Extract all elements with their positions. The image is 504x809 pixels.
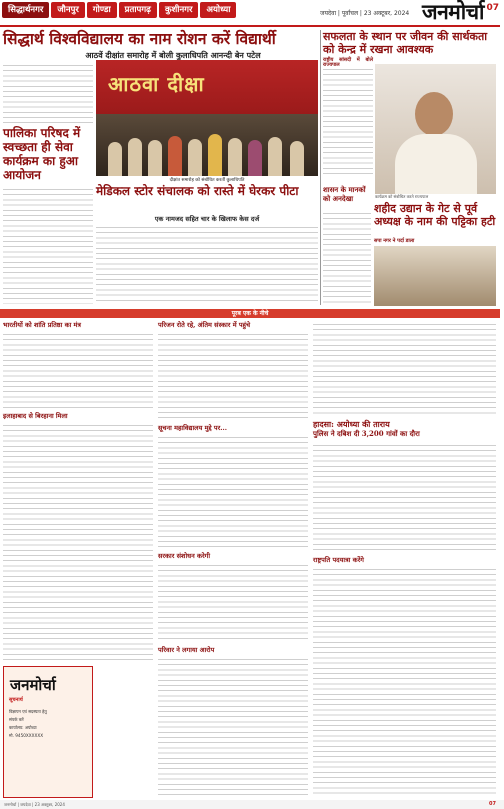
lower-body-5 [158, 562, 308, 642]
masthead-logo: जनमोर्चा [421, 0, 484, 24]
promo-subtitle: सूचनार्थ [9, 697, 23, 703]
right-second-photo [374, 246, 496, 306]
lower-headline-1: भारतीयों को शांति प्रतिष्ठा का मंत्र [3, 321, 81, 329]
story-2-body [3, 186, 93, 304]
right-lead-sub [323, 58, 373, 64]
right-second-subheadline: सपा नगर ने पर्दा डाला [374, 238, 415, 244]
lower-body-9 [158, 656, 308, 796]
mid-story-headline: मेडिकल स्टोर संचालक को रास्ते में घेरकर पीटा [96, 184, 299, 198]
section-band: पूरब एक के नीचे [0, 309, 500, 318]
promo-title: जनमोर्चा [10, 676, 56, 694]
lower-body-1 [3, 331, 153, 411]
lead-subheadline: आठवें दीक्षांत समारोह में बोली कुलाधिपति आनन्दी बेन पटेल [85, 51, 261, 60]
tab-district[interactable]: गोण्डा [87, 2, 117, 18]
tab-district[interactable]: अयोध्या [200, 2, 236, 18]
lead-photo [96, 60, 318, 176]
lower-headline-6: हादसा: अयोध्या की ताराय [313, 419, 390, 429]
tab-district[interactable]: कुशीनगर [159, 2, 199, 18]
tab-district[interactable]: प्रतापगढ़ [119, 2, 157, 18]
lower-headline-4: सूचना महाविद्यालय मुद्दे पर... [158, 424, 228, 432]
lower-headline-3: परिजन रोते रहे, अंतिम संस्कार में पहुंचे [158, 321, 251, 329]
tab-district[interactable]: सिद्धार्थनगर [2, 2, 49, 18]
promo-line: संपर्क करें [9, 717, 24, 722]
promo-line: मो. 9450XXXXXX [9, 733, 44, 738]
lower-headline-5: सरकार संशोधन करेगी [158, 552, 211, 560]
dateline: जयदेवा | पूर्वांचल | 23 अक्टूबर, 2024 [320, 10, 410, 17]
lower-body-right-bottom [313, 566, 496, 796]
governor-photo-caption: कार्यक्रम को संबोधित करते राज्यपाल [375, 194, 429, 199]
lower-headline-9: परिवार ने लगाया आरोप [158, 646, 215, 654]
lower-body-2 [3, 422, 153, 662]
promo-line: कार्यालय: अयोध्या [9, 725, 37, 730]
lower-body-3 [158, 331, 308, 421]
footer-page-number: 07 [489, 801, 496, 807]
mid-story-body [96, 224, 318, 304]
lower-body-right-mid [313, 442, 496, 552]
header-divider [0, 25, 500, 27]
lead-body-col-1 [3, 62, 93, 124]
lower-headline-7: पुलिस ने दबिश दी 3,200 गांवों का दौरा [313, 429, 420, 438]
right-lead-body [323, 66, 373, 178]
page-footer: जनमोर्चा | जयदेवा | 23 अक्टूबर, 2024 [0, 800, 504, 809]
district-tabs [2, 2, 236, 18]
lower-headline-2: इलाहाबाद से बिरहाना मिला [3, 412, 68, 420]
tab-district[interactable]: जौनपुर [51, 2, 85, 18]
right-third-headline: शासन के मानकों को अनदेखा [323, 186, 366, 203]
promo-line: विज्ञापन एवं सदस्यता हेतु [9, 709, 47, 714]
lead-headline: सिद्धार्थ विश्वविद्यालय का नाम रोशन करें विद्यार्थी [3, 29, 276, 48]
lower-body-right-top [313, 321, 496, 416]
page-number: 07 [486, 3, 499, 13]
story-2-headline: पालिका परिषद में स्वच्छता ही सेवा कार्यक्रम का हुआ आयोजन [3, 126, 81, 182]
lower-body-4 [158, 434, 308, 549]
right-second-headline: शहीद उद्यान के गेट से पूर्व अध्यक्ष के नाम की पट्टिका हटी [374, 202, 496, 228]
mid-story-subheadline: एक नामजद सहित चार के खिलाफ केस दर्ज [154, 215, 260, 223]
lead-photo-caption: दीक्षांत समारोह को संबोधित करतीं कुलाधिपति [169, 178, 245, 183]
right-lead-headline: सफलता के स्थान पर जीवन की सार्थकता को केन्द्र में रखना आवश्यक [323, 30, 488, 56]
governor-photo [375, 64, 496, 194]
promo-box [3, 666, 93, 798]
top-bar [0, 0, 500, 26]
stage-banner: आठवा दीक्षा [108, 72, 205, 96]
stage-audience [96, 114, 318, 176]
right-lead-sub-text: राष्ट्रीय सांसदी में बोले [323, 57, 373, 63]
column-divider [320, 30, 321, 305]
right-second-body [323, 210, 371, 305]
lower-headline-8: राष्ट्रपति पदयात्रा करेंगे [313, 556, 364, 564]
